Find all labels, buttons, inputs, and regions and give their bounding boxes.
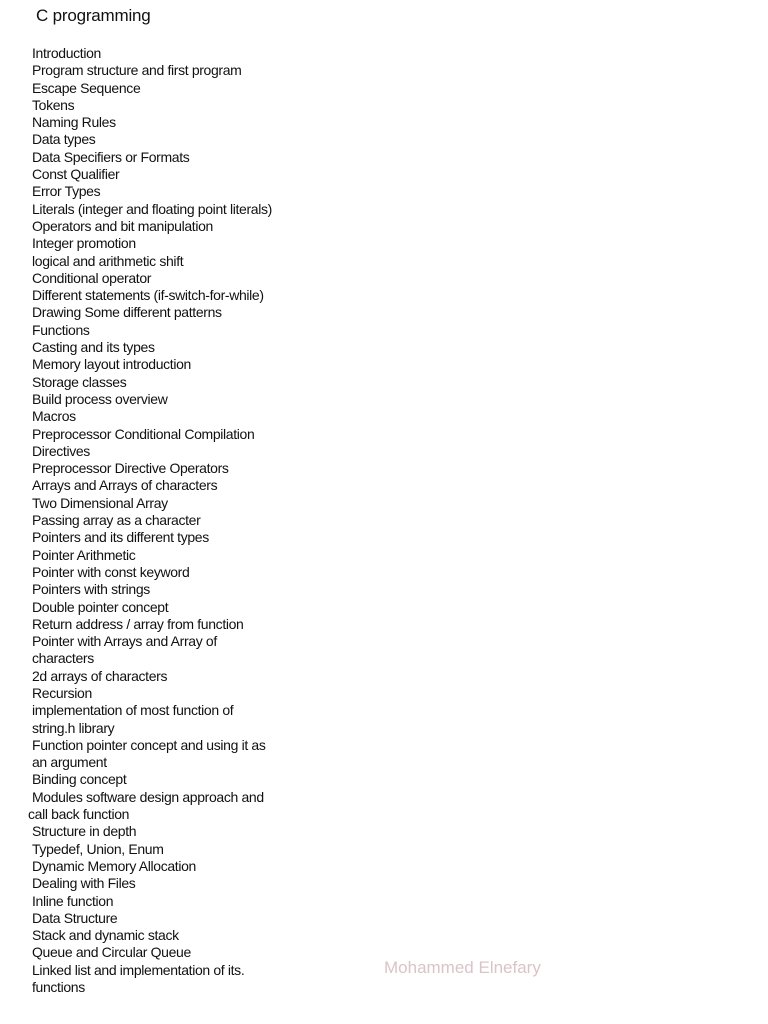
topic-label: 2d arrays of characters xyxy=(32,667,168,684)
topic-item xyxy=(28,581,272,598)
topic-label: Recursion xyxy=(32,684,92,701)
topic-item xyxy=(28,201,272,218)
topic-item xyxy=(28,166,272,183)
topic-item xyxy=(28,183,272,200)
topic-item xyxy=(28,789,272,824)
topic-item xyxy=(28,97,272,114)
topic-item xyxy=(28,426,272,443)
topic-item xyxy=(28,149,272,166)
topic-label: Modules software design approach and xyxy=(32,788,264,805)
topic-item xyxy=(28,270,272,287)
topic-item xyxy=(28,944,272,961)
topic-label: Stack and dynamic stack xyxy=(32,927,179,944)
topic-item xyxy=(28,45,272,62)
topic-label: Tokens xyxy=(32,96,75,113)
topic-item xyxy=(28,616,272,633)
topic-item xyxy=(28,702,272,737)
topic-label: Queue and Circular Queue xyxy=(32,944,191,961)
topic-item xyxy=(28,235,272,252)
topic-item xyxy=(28,374,272,391)
topic-label: Linked list and implementation of its. xyxy=(32,961,245,978)
topic-label: Naming Rules xyxy=(32,114,116,131)
topic-label: Operators and bit manipulation xyxy=(32,217,213,234)
topic-item xyxy=(28,114,272,131)
topic-label: Introduction xyxy=(32,45,101,61)
topic-item xyxy=(28,737,272,772)
topic-label: Binding concept xyxy=(32,771,127,788)
topic-item xyxy=(28,80,272,97)
topic-item xyxy=(28,927,272,944)
topic-item xyxy=(28,633,272,668)
topic-item xyxy=(28,668,272,685)
topic-item xyxy=(28,599,272,616)
topic-item xyxy=(28,771,272,788)
topic-label: Pointers and its different types xyxy=(32,529,209,546)
topic-label: Memory layout introduction xyxy=(32,356,191,373)
topic-label-continuation: string.h library xyxy=(32,719,115,736)
topic-label: Escape Sequence xyxy=(32,79,141,96)
topic-item xyxy=(28,131,272,148)
topic-item xyxy=(28,685,272,702)
topic-label: Preprocessor Conditional Compilation xyxy=(32,425,255,442)
topic-label: Pointer with const keyword xyxy=(32,563,190,580)
topic-label: Typedef, Union, Enum xyxy=(32,840,164,857)
topic-label: Preprocessor Directive Operators xyxy=(32,460,229,477)
topic-label: Pointer Arithmetic xyxy=(32,546,136,563)
topic-item xyxy=(28,356,272,373)
topic-item xyxy=(28,391,272,408)
topic-label: Program structure and first program xyxy=(32,62,242,79)
topic-label: Build process overview xyxy=(32,390,168,407)
topic-label: Directives xyxy=(32,442,90,459)
topic-label: Two Dimensional Array xyxy=(32,494,168,511)
topic-item xyxy=(28,823,272,840)
topic-item xyxy=(28,529,272,546)
topic-label: Dealing with Files xyxy=(32,875,136,892)
topic-label: Integer promotion xyxy=(32,235,136,252)
topic-item xyxy=(28,218,272,235)
topic-label: Double pointer concept xyxy=(32,598,169,615)
topic-label: Dynamic Memory Allocation xyxy=(32,857,196,874)
topic-label: logical and arithmetic shift xyxy=(32,252,184,269)
topic-item xyxy=(28,564,272,581)
topic-item xyxy=(28,477,272,494)
topic-label: Pointers with strings xyxy=(32,581,150,598)
topic-item xyxy=(28,495,272,512)
topic-label: Function pointer concept and using it as xyxy=(32,736,266,753)
topic-label: implementation of most function of xyxy=(32,702,234,719)
topic-label: Functions xyxy=(32,321,90,338)
topic-label: Const Qualifier xyxy=(32,166,120,183)
topic-item xyxy=(28,962,272,997)
topic-label: Structure in depth xyxy=(32,823,137,840)
topic-label: Storage classes xyxy=(32,373,127,390)
topic-item xyxy=(28,322,272,339)
topic-item xyxy=(28,287,272,304)
topic-item xyxy=(28,858,272,875)
document-title: C programming xyxy=(36,6,151,25)
topic-item xyxy=(28,339,272,356)
topic-label: Data types xyxy=(32,131,96,148)
topic-label: Data Specifiers or Formats xyxy=(32,148,190,165)
topic-label: Casting and its types xyxy=(32,339,155,356)
topic-label: Inline function xyxy=(32,892,114,909)
topic-label: Arrays and Arrays of characters xyxy=(32,477,218,494)
topic-label: Pointer with Arrays and Array of xyxy=(32,633,217,650)
topic-label: Different statements (if-switch-for-while) xyxy=(32,287,264,304)
topic-item xyxy=(28,408,272,425)
topic-label: Conditional operator xyxy=(32,269,152,286)
topic-label-continuation: functions xyxy=(32,979,85,996)
topics-list xyxy=(28,45,272,996)
topic-item xyxy=(28,893,272,910)
topic-item xyxy=(28,460,272,477)
topic-item xyxy=(28,443,272,460)
topic-label: Error Types xyxy=(32,183,101,200)
topic-label-continuation: an argument xyxy=(32,754,107,771)
topic-item xyxy=(28,875,272,892)
topic-label: Macros xyxy=(32,408,76,425)
topic-label: Drawing Some different patterns xyxy=(32,304,222,321)
topic-label: Literals (integer and floating point literals) xyxy=(32,200,272,217)
topic-item xyxy=(28,841,272,858)
topic-item xyxy=(28,253,272,270)
topic-label: Passing array as a character xyxy=(32,512,201,529)
topic-item xyxy=(28,547,272,564)
topic-item xyxy=(28,512,272,529)
author-watermark: Mohammed Elnefary xyxy=(384,958,541,977)
topic-label-continuation: call back function xyxy=(28,806,130,823)
topic-item xyxy=(28,62,272,79)
topic-label: Data Structure xyxy=(32,909,118,926)
topic-label-continuation: characters xyxy=(32,650,94,667)
topic-item xyxy=(28,304,272,321)
topic-label: Return address / array from function xyxy=(32,615,244,632)
topic-item xyxy=(28,910,272,927)
